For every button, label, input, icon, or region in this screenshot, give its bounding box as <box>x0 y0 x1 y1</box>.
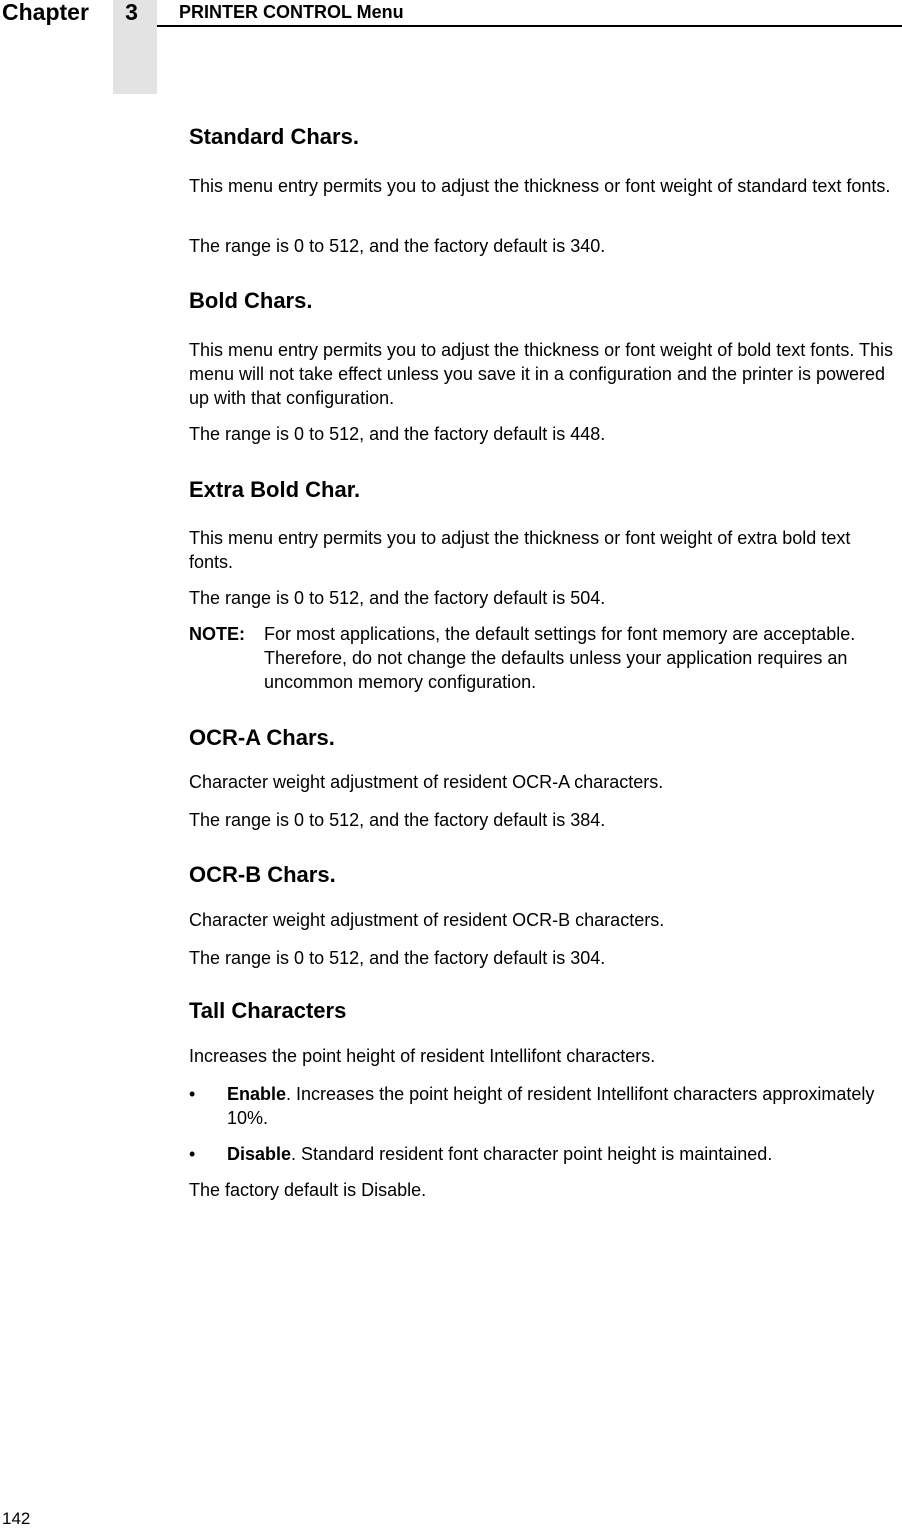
bullet-disable <box>227 1142 887 1166</box>
chapter-number: 3 <box>125 0 138 25</box>
bold-chars-heading: Bold Chars. <box>189 288 313 313</box>
ocr-a-chars-heading: OCR-A Chars. <box>189 725 335 750</box>
tall-characters-default: The factory default is Disable. <box>189 1180 427 1200</box>
standard-chars-range: The range is 0 to 512, and the factory default is 340. <box>189 236 606 256</box>
standard-chars-heading: Standard Chars. <box>189 124 359 149</box>
bullet-disable-dot: • <box>189 1144 196 1164</box>
bullet-disable-text: . Standard resident font character point height is maintained. <box>291 1144 773 1164</box>
bold-chars-description: This menu entry permits you to adjust the thickness or font weight of bold text fonts. This menu will not take effect unless you save it in a configuration and the printer is powered up with that configuration. <box>189 340 894 408</box>
tall-characters-heading: Tall Characters <box>189 998 347 1023</box>
ocr-b-chars-heading: OCR-B Chars. <box>189 862 336 887</box>
bullet-disable-term: Disable <box>227 1144 292 1164</box>
tall-characters-description: Increases the point height of resident Intellifont characters. <box>189 1046 656 1066</box>
note-text: For most applications, the default settings for font memory are acceptable. Therefore, do not change the defaults unless your application requires an uncommon memory configuration. <box>264 624 856 692</box>
note-label: NOTE: <box>189 624 245 644</box>
ocr-b-chars-range: The range is 0 to 512, and the factory default is 304. <box>189 948 606 968</box>
bullet-enable-term: Enable <box>227 1084 287 1104</box>
ocr-a-chars-description: Character weight adjustment of resident OCR-A characters. <box>189 772 664 792</box>
bullet-enable <box>227 1082 887 1130</box>
ocr-b-chars-description: Character weight adjustment of resident OCR-B characters. <box>189 910 665 930</box>
extra-bold-chars-description: This menu entry permits you to adjust the thickness or font weight of extra bold text fonts. <box>189 528 851 572</box>
ocr-a-chars-range: The range is 0 to 512, and the factory default is 384. <box>189 810 606 830</box>
bullet-enable-dot: • <box>189 1084 196 1104</box>
bold-chars-range: The range is 0 to 512, and the factory default is 448. <box>189 424 606 444</box>
extra-bold-chars-range: The range is 0 to 512, and the factory default is 504. <box>189 588 606 608</box>
page-number: 142 <box>2 1509 31 1528</box>
extra-bold-chars-heading: Extra Bold Char. <box>189 477 361 502</box>
standard-chars-description: This menu entry permits you to adjust the thickness or font weight of standard text fonts. <box>189 176 891 196</box>
bullet-enable-text: . Increases the point height of resident Intellifont characters approximately 10%. <box>227 1084 875 1128</box>
chapter-label: Chapter <box>2 0 89 25</box>
header-rule <box>157 25 902 27</box>
running-title: PRINTER CONTROL Menu <box>179 2 404 22</box>
